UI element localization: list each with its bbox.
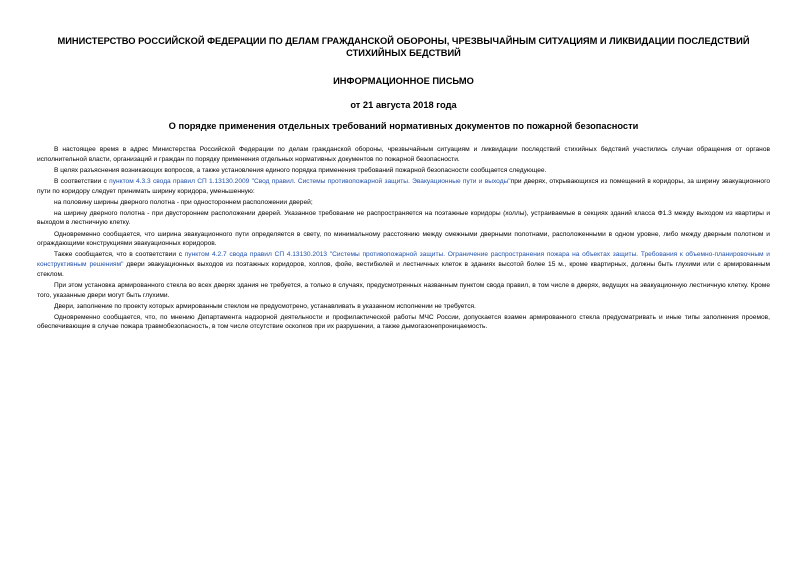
- paragraph-reinforced-glass: При этом установка армированного стекла во всех дверях здания не требуется, а только в случаях, предусмотренных названным пунктом свода правил, в том числе в дверях, ведущих на эвакуационную лестничную клетку. Кроме того, указанные двери могут быть глухими.: [37, 281, 770, 299]
- ministry-title: МИНИСТЕРСТВО РОССИЙСКОЙ ФЕДЕРАЦИИ ПО ДЕЛАМ ГРАЖДАНСКОЙ ОБОРОНЫ, ЧРЕЗВЫЧАЙНЫМ СИТУАЦИЯМ И ЛИКВИДАЦИИ ПОСЛЕДСТВИЙ СТИХИЙНЫХ БЕДСТВИЙ: [57, 36, 750, 58]
- paragraph-one-sided-doors: на половину ширины дверного полотна - при одностороннем расположении дверей;: [54, 198, 313, 206]
- paragraph-text: при дверях, открывающихся из помещений в коридоры, за ширину эвакуационного пути по коридору следует принимать ширину коридора, уменьшенную:: [37, 177, 771, 195]
- sp4-13130-link[interactable]: пунктом 4.2.7 свода правил СП 4.13130.2013 "Системы противопожарной защиты. Ограничение распространения пожара на объектах защиты. Требования к объемно-планировочным и конструктивным решениям": [37, 251, 770, 269]
- paragraph-text: Также сообщается, что в соответствии с: [54, 251, 185, 259]
- document-type: ИНФОРМАЦИОННОЕ ПИСЬМО: [333, 76, 474, 86]
- paragraph-sp1-reference: [37, 177, 770, 196]
- paragraph-purpose: В целях разъяснения возникающих вопросов, а также установления единого порядка применения требований пожарной безопасности сообщается следующее.: [54, 166, 547, 174]
- paragraph-two-sided-doors: на ширину дверного полотна - при двустороннем расположении дверей. Указанное требование не распространяется на поэтажные коридоры (холлы), устраиваемые в секциях зданий класса Ф1.3 между выходом из квартиры и выходом в лестничную клетку.: [37, 209, 770, 227]
- paragraph-intro: В настоящее время в адрес Министерства Российской Федерации по делам гражданской обороны, чрезвычайным ситуациям и ликвидации последствий стихийных бедствий участились случаи обращения от органов исполнительной власти, организаций и граждан по порядку применения отдельных нормативных документов по пожарной безопасности.: [37, 146, 770, 163]
- paragraph-path-width: Одновременно сообщается, что ширина эвакуационного пути определяется в свету, по минимальному расстоянию между смежными дверными полотнами, расположенными в одном уровне, либо между дверным полотном и ограждающими конструкциями эвакуационных коридоров.: [37, 230, 770, 248]
- paragraph-doors-not-required: Двери, заполнение по проекту которых армированным стеклом не предусмотрено, устанавливать в указанном исполнении не требуется.: [54, 302, 476, 310]
- document-date: от 21 августа 2018 года: [350, 100, 457, 110]
- paragraph-alternative-glazing: Одновременно сообщается, что, по мнению Департамента надзорной деятельности и профилактической работы МЧС России, допускается взамен армированного стекла предусматривать и иные типы заполнения проемов, обеспечивающие в случае пожара травмобезопасность, в том числе отсутствие осколков при их разрушении, а также дымогазонепроницаемость.: [37, 313, 770, 331]
- paragraph-text: В соответствии с: [54, 177, 110, 185]
- sp1-13130-link[interactable]: пунктом 4.3.3 свода правил СП 1.13130.2009 "Свод правил. Системы противопожарной защиты. Эвакуационные пути и выходы": [109, 177, 511, 185]
- paragraph-sp4-reference: [37, 250, 770, 279]
- document-subject: О порядке применения отдельных требований нормативных документов по пожарной безопасности: [168, 121, 639, 131]
- document-body: [37, 145, 770, 332]
- paragraph-text: двери эвакуационных выходов из поэтажных коридоров, холлов, фойе, вестибюлей и лестничных клеток в зданиях высотой более 15 м., кроме квартирных, должны быть глухими или с армированным стеклом.: [37, 261, 770, 278]
